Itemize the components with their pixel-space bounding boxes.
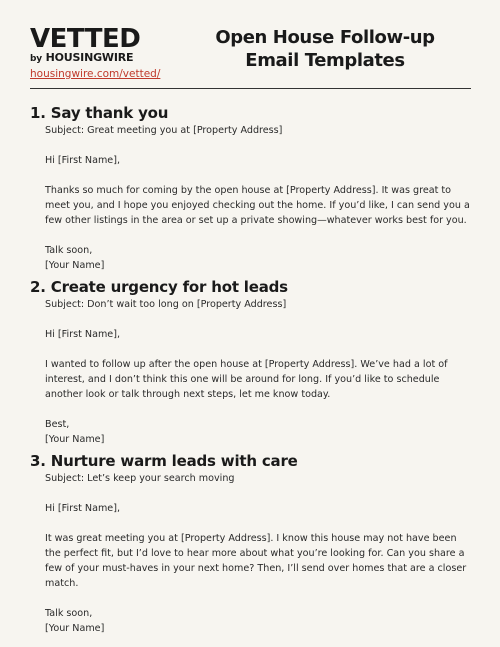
email-subject: Subject: Great meeting you at [Property Address] bbox=[45, 125, 283, 136]
section-heading: 3. Nurture warm leads with care bbox=[30, 452, 298, 470]
email-template bbox=[45, 471, 470, 636]
template-section-2 bbox=[30, 277, 470, 447]
email-greeting: Hi [First Name], bbox=[45, 503, 121, 514]
email-signature: [Your Name] bbox=[45, 434, 105, 445]
logo-sub-text bbox=[30, 52, 170, 65]
template-section-1 bbox=[30, 103, 470, 273]
email-signoff: Talk soon, bbox=[45, 245, 93, 256]
vetted-logo bbox=[30, 26, 170, 80]
email-greeting: Hi [First Name], bbox=[45, 155, 121, 166]
logo-brand-text: HOUSINGWIRE bbox=[45, 51, 134, 64]
email-signoff: Talk soon, bbox=[45, 608, 93, 619]
page-title-line-2: Email Templates bbox=[245, 50, 405, 71]
section-heading: 1. Say thank you bbox=[30, 104, 169, 122]
logo-by-text: by bbox=[30, 54, 42, 64]
logo-main-text: VETTED bbox=[30, 24, 141, 54]
page-title bbox=[180, 26, 470, 72]
header bbox=[30, 26, 470, 88]
email-signature: [Your Name] bbox=[45, 260, 105, 271]
header-divider bbox=[30, 88, 471, 89]
email-body: It was great meeting you at [Property Address]. I know this house may not have been the perfect fit, but I’d love to hear more about what you’re looking for. Can you share a few of your must-haves in your next home? Then, I’ll send over homes that are a closer match. bbox=[45, 533, 467, 589]
template-section-3 bbox=[30, 451, 470, 636]
section-heading: 2. Create urgency for hot leads bbox=[30, 278, 288, 296]
email-greeting: Hi [First Name], bbox=[45, 329, 121, 340]
email-body: Thanks so much for coming by the open house at [Property Address]. It was great to meet you, and I hope you enjoyed checking out the home. If you’d like, I can send you a few other listings in the area or set up a private showing—whatever works best for you. bbox=[45, 185, 470, 226]
page-title-line-1: Open House Follow-up bbox=[215, 27, 435, 48]
vetted-link[interactable]: housingwire.com/vetted/ bbox=[30, 68, 161, 80]
email-signoff: Best, bbox=[45, 419, 70, 430]
email-signature: [Your Name] bbox=[45, 623, 105, 634]
email-body: I wanted to follow up after the open house at [Property Address]. We’ve had a lot of interest, and I don’t think this one will be around for long. If you’d like to schedule another look or talk through next steps, let me know today. bbox=[45, 359, 448, 400]
email-subject: Subject: Let’s keep your search moving bbox=[45, 473, 235, 484]
email-subject: Subject: Don’t wait too long on [Property Address] bbox=[45, 299, 287, 310]
email-template bbox=[45, 297, 470, 447]
templates-content bbox=[30, 103, 470, 640]
email-template bbox=[45, 123, 470, 273]
